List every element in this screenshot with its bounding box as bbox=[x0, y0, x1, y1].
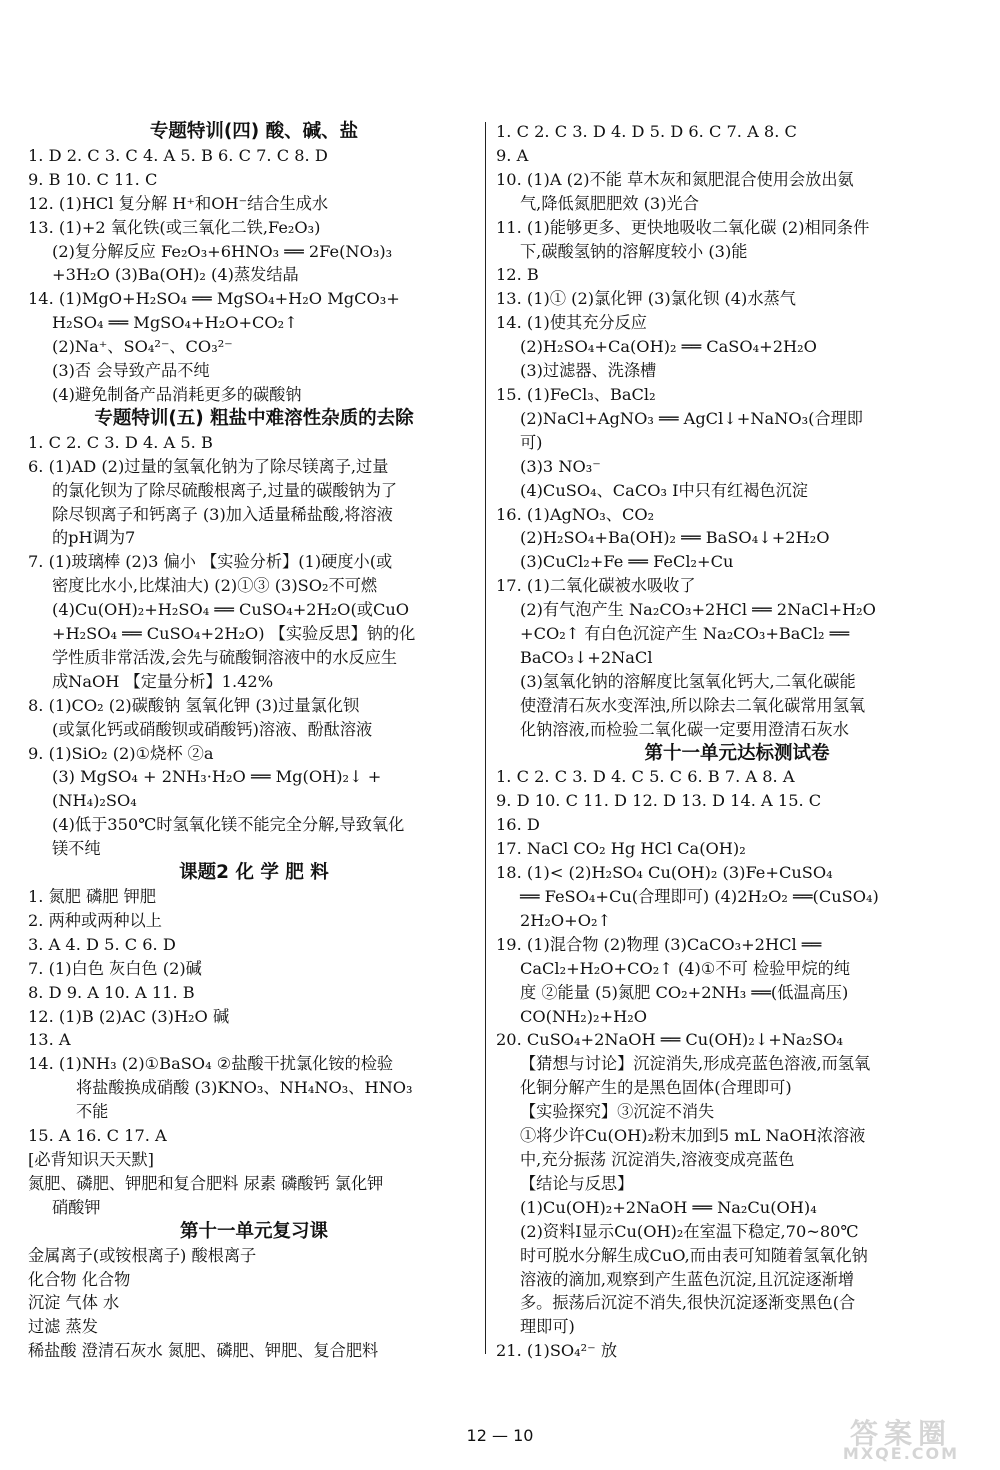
answer-line: 9. A bbox=[496, 145, 529, 165]
answer-line: 16. (1)AgNO₃、CO₂ bbox=[496, 504, 655, 524]
answer-line: (1)Cu(OH)₂+2NaOH ══ Na₂Cu(OH)₄ bbox=[520, 1197, 817, 1217]
answer-line: 硝酸钾 bbox=[52, 1197, 101, 1217]
answer-line: (4)避免制备产品消耗更多的碳酸钠 bbox=[52, 384, 302, 404]
answer-line: 17. (1)二氧化碳被水吸收了 bbox=[496, 576, 696, 596]
answer-line: 17. NaCl CO₂ Hg HCl Ca(OH)₂ bbox=[496, 839, 746, 859]
answer-line: (2)复分解反应 Fe₂O₃+6HNO₃ ══ 2Fe(NO₃)₃ bbox=[52, 241, 393, 261]
answer-line: 1. 氮肥 磷肥 钾肥 bbox=[28, 887, 157, 906]
answer-line: BaCO₃↓+2NaCl bbox=[520, 647, 653, 667]
answer-line: [必背知识天天默] bbox=[28, 1149, 154, 1169]
answer-line: 9. B 10. C 11. C bbox=[28, 169, 158, 189]
answer-line: 将盐酸换成硝酸 (3)KNO₃、NH₄NO₃、HNO₃ bbox=[76, 1078, 413, 1098]
answer-line: (2)资料Ⅰ显示Cu(OH)₂在室温下稳定,70~80℃ bbox=[520, 1221, 859, 1241]
answer-line: 13. (1)+2 氧化铁(或三氧化二铁,Fe₂O₃) bbox=[28, 217, 321, 237]
answer-line: (2)H₂SO₄+Ba(OH)₂ ══ BaSO₄↓+2H₂O bbox=[520, 528, 830, 548]
answer-line: 9. (1)SiO₂ (2)①烧杯 ②a bbox=[28, 743, 214, 763]
answer-line: 1. D 2. C 3. C 4. A 5. B 6. C 7. C 8. D bbox=[28, 145, 328, 165]
answer-line: 9. D 10. C 11. D 12. D 13. D 14. A 15. C bbox=[496, 791, 822, 811]
answer-line: (3)否 会导致产品不纯 bbox=[52, 361, 210, 381]
answer-line: 时可脱水分解生成CuO,而由表可知随着氢氧化钠 bbox=[520, 1245, 868, 1265]
answer-line: 学性质非常活泼,会先与硫酸铜溶液中的水反应生 bbox=[52, 647, 398, 667]
left-column bbox=[28, 120, 480, 1363]
answer-line: 多。振荡后沉淀不消失,很快沉淀逐渐变黑色(合 bbox=[520, 1293, 856, 1313]
answer-line: 14. (1)NH₃ (2)①BaSO₄ ②盐酸干扰氯化铵的检验 bbox=[28, 1054, 394, 1074]
answer-line: ══ FeSO₄+Cu(合理即可) (4)2H₂O₂ ══(CuSO₄) bbox=[520, 887, 879, 906]
section-heading: 专题特训(四) 酸、碱、盐 bbox=[149, 121, 359, 142]
answer-line: CaCl₂+H₂O+CO₂↑ (4)①不可 检验甲烷的纯 bbox=[520, 958, 851, 978]
answer-line: 15. A 16. C 17. A bbox=[28, 1126, 167, 1146]
answer-line: 3. A 4. D 5. C 6. D bbox=[28, 934, 176, 954]
answer-line: (3)氢氧化钠的溶解度比氢氧化钙大,二氧化碳能 bbox=[520, 671, 856, 691]
section-heading: 第十一单元达标测试卷 bbox=[644, 742, 830, 764]
answer-line: (3) MgSO₄ + 2NH₃·H₂O ══ Mg(OH)₂↓ + bbox=[52, 767, 382, 787]
page-number: 12 — 10 bbox=[466, 1426, 534, 1445]
answer-line: +CO₂↑ 有白色沉淀产生 Na₂CO₃+BaCl₂ ══ bbox=[520, 624, 850, 644]
answer-line: 过滤 蒸发 bbox=[28, 1317, 98, 1337]
answer-line: 中,充分振荡 沉淀消失,溶液变成亮蓝色 bbox=[520, 1149, 795, 1169]
answer-line: CO(NH₂)₂+H₂O bbox=[520, 1006, 647, 1026]
section-heading: 课题2 化 学 肥 料 bbox=[179, 862, 329, 884]
answer-line: 密度比水小,比煤油大) (2)①③ (3)SO₂不可燃 bbox=[52, 576, 378, 596]
answer-line: +3H₂O (3)Ba(OH)₂ (4)蒸发结晶 bbox=[52, 265, 299, 285]
answer-line: 6. (1)AD (2)过量的氢氧化钠为了除尽镁离子,过量 bbox=[28, 456, 389, 476]
answer-line: 21. (1)SO₄²⁻ 放 bbox=[496, 1341, 618, 1361]
section-heading: 专题特训(五) 粗盐中难溶性杂质的去除 bbox=[94, 407, 414, 429]
answer-line: (2)H₂SO₄+Ca(OH)₂ ══ CaSO₄+2H₂O bbox=[520, 337, 817, 357]
answer-line: 度 ②能量 (5)氮肥 CO₂+2NH₃ ══(低温高压) bbox=[520, 982, 849, 1002]
answer-line: 【结论与反思】 bbox=[520, 1173, 634, 1193]
answer-line: 8. (1)CO₂ (2)碳酸钠 氢氧化钾 (3)过量氯化钡 bbox=[28, 695, 360, 715]
right-column bbox=[496, 120, 978, 1363]
answer-line: 理即可) bbox=[520, 1317, 575, 1337]
section-heading: 第十一单元复习课 bbox=[179, 1220, 328, 1242]
answer-line: 13. A bbox=[28, 1030, 71, 1050]
answer-line: 【实验探究】③沉淀不消失 bbox=[520, 1102, 715, 1122]
answer-line: 使澄清石灰水变浑浊,所以除去二氧化碳常用氢氧 bbox=[520, 695, 866, 715]
answer-line: 金属离子(或铵根离子) 酸根离子 bbox=[28, 1245, 257, 1265]
answer-line: 2H₂O+O₂↑ bbox=[520, 910, 612, 930]
answer-line: 12. (1)HCl 复分解 H⁺和OH⁻结合生成水 bbox=[28, 193, 329, 213]
answer-line: 稀盐酸 澄清石灰水 氮肥、磷肥、钾肥、复合肥料 bbox=[28, 1341, 379, 1361]
answer-line: 8. D 9. A 10. A 11. B bbox=[28, 982, 195, 1002]
answer-line: +H₂SO₄ ══ CuSO₄+2H₂O) 【实验反思】钠的化 bbox=[52, 624, 416, 644]
answer-line: 沉淀 气体 水 bbox=[28, 1293, 120, 1313]
answer-line: 可) bbox=[520, 432, 543, 452]
answer-line: 的pH调为7 bbox=[52, 528, 136, 548]
answer-line: (NH₄)₂SO₄ bbox=[52, 791, 137, 811]
watermark-logo bbox=[815, 1412, 987, 1464]
answer-line: 16. D bbox=[496, 815, 540, 835]
answer-line: 7. (1)玻璃棒 (2)3 偏小 【实验分析】(1)硬度小(或 bbox=[28, 552, 393, 572]
answer-line: 成NaOH 【定量分析】1.42% bbox=[52, 671, 274, 691]
answer-line: (2)Na⁺、SO₄²⁻、CO₃²⁻ bbox=[52, 337, 233, 357]
answer-line: 14. (1)使其充分反应 bbox=[496, 313, 647, 333]
answer-line: 11. (1)能够更多、更快地吸收二氧化碳 (2)相同条件 bbox=[496, 217, 870, 237]
answer-line: 镁不纯 bbox=[52, 839, 101, 859]
answer-line: (4)CuSO₄、CaCO₃ Ⅰ中只有红褐色沉淀 bbox=[520, 480, 808, 500]
answer-line: (2)有气泡产生 Na₂CO₃+2HCl ══ 2NaCl+H₂O bbox=[520, 600, 876, 620]
answer-line: 2. 两种或两种以上 bbox=[28, 910, 162, 930]
answer-line: 化铜分解产生的是黑色固体(合理即可) bbox=[520, 1078, 792, 1098]
answer-line: 【猜想与讨论】沉淀消失,形成亮蓝色溶液,而氢氧 bbox=[520, 1054, 871, 1074]
answer-line: 12. (1)B (2)AC (3)H₂O 碱 bbox=[28, 1006, 230, 1026]
watermark-text: 答案圈 bbox=[849, 1417, 952, 1450]
answer-line: 气,降低氮肥肥效 (3)光合 bbox=[520, 193, 699, 213]
answer-line: 下,碳酸氢钠的溶解度较小 (3)能 bbox=[520, 241, 748, 261]
answer-line: 氮肥、磷肥、钾肥和复合肥料 尿素 磷酸钙 氯化钾 bbox=[28, 1173, 384, 1193]
answer-line: 1. C 2. C 3. D 4. D 5. D 6. C 7. A 8. C bbox=[496, 122, 797, 141]
answer-line: (或氯化钙或硝酸钡或硝酸钙)溶液、酚酞溶液 bbox=[52, 719, 373, 739]
answer-line: (2)NaCl+AgNO₃ ══ AgCl↓+NaNO₃(合理即 bbox=[520, 408, 863, 428]
watermark-url: MXQE.COM bbox=[842, 1444, 960, 1463]
column-divider bbox=[485, 122, 486, 1354]
answer-line: 20. CuSO₄+2NaOH ══ Cu(OH)₂↓+Na₂SO₄ bbox=[496, 1030, 843, 1050]
answer-line: 化合物 化合物 bbox=[28, 1269, 131, 1289]
answer-line: 溶液的滴加,观察到产生蓝色沉淀,且沉淀逐渐增 bbox=[520, 1269, 855, 1289]
answer-line: (3)3 NO₃⁻ bbox=[520, 456, 601, 476]
answer-line: (3)过滤器、洗涤槽 bbox=[520, 361, 657, 381]
answer-line: ①将少许Cu(OH)₂粉末加到5 mL NaOH浓溶液 bbox=[520, 1126, 866, 1146]
answer-line: (4)低于350℃时氢氧化镁不能完全分解,导致氧化 bbox=[52, 815, 405, 835]
answer-line: 1. C 2. C 3. D 4. A 5. B bbox=[28, 432, 213, 452]
answer-line: 18. (1)< (2)H₂SO₄ Cu(OH)₂ (3)Fe+CuSO₄ bbox=[496, 863, 833, 883]
answer-line: (3)CuCl₂+Fe ══ FeCl₂+Cu bbox=[520, 552, 734, 572]
answer-line: 19. (1)混合物 (2)物理 (3)CaCO₃+2HCl ══ bbox=[496, 934, 822, 954]
answer-line: 13. (1)① (2)氯化钾 (3)氯化钡 (4)水蒸气 bbox=[496, 289, 796, 309]
answer-line: H₂SO₄ ══ MgSO₄+H₂O+CO₂↑ bbox=[52, 313, 298, 333]
answer-line: 化钠溶液,而检验二氧化碳一定要用澄清石灰水 bbox=[520, 719, 849, 739]
answer-line: 15. (1)FeCl₃、BaCl₂ bbox=[496, 384, 656, 404]
answer-line: 10. (1)A (2)不能 草木灰和氮肥混合使用会放出氨 bbox=[496, 169, 854, 189]
answer-line: 7. (1)白色 灰白色 (2)碱 bbox=[28, 958, 202, 978]
answer-line: 14. (1)MgO+H₂SO₄ ══ MgSO₄+H₂O MgCO₃+ bbox=[28, 289, 400, 309]
answer-line: 的氯化钡为了除尽硫酸根离子,过量的碳酸钠为了 bbox=[52, 480, 398, 500]
answer-line: 不能 bbox=[76, 1102, 109, 1122]
answer-line: 1. C 2. C 3. D 4. C 5. C 6. B 7. A 8. A bbox=[496, 767, 795, 787]
answer-line: (4)Cu(OH)₂+H₂SO₄ ══ CuSO₄+2H₂O(或CuO bbox=[52, 600, 410, 620]
answer-line: 除尽钡离子和钙离子 (3)加入适量稀盐酸,将溶液 bbox=[52, 504, 393, 524]
answer-line: 12. B bbox=[496, 265, 539, 285]
